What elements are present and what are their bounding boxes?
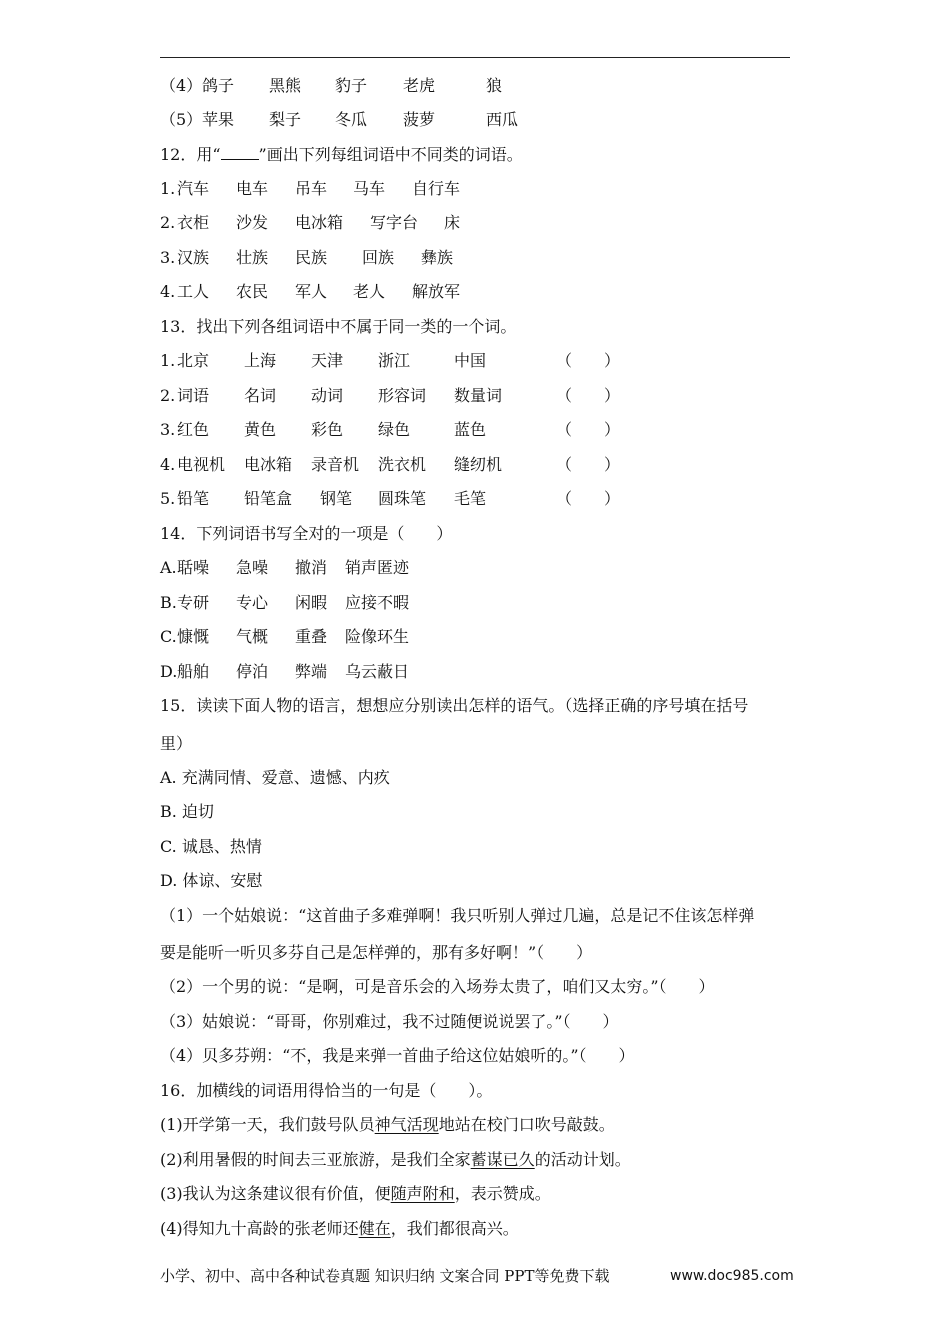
q15-item-4: （4）贝多芬朔：“不，我是来弹一首曲子给这位姑娘听的。”（ ）	[160, 1046, 635, 1065]
q15-title-line1: 15．读读下面人物的语言，想想应分别读出怎样的语气。（选择正确的序号填在括号	[160, 696, 749, 715]
q13-row-1	[160, 351, 780, 371]
word: 慷慨	[177, 627, 210, 646]
q15-option-d: D. 体谅、安慰	[160, 871, 263, 890]
word: 彩色	[311, 420, 344, 439]
q15-item-1-line1: （1）一个姑娘说：“这首曲子多难弹啊！我只听别人弹过几遍，总是记不住该怎样弹	[160, 906, 755, 925]
q14-option-c	[160, 627, 760, 647]
word: 自行车	[412, 179, 461, 198]
q15-item-3: （3）姑娘说：“哥哥，你别难过，我不过随便说说罢了。”（ ）	[160, 1012, 619, 1031]
q13-title: 13．找出下列各组词语中不属于同一类的一个词。	[160, 317, 517, 336]
word: 船舶	[177, 662, 210, 681]
q13-row-3	[160, 420, 780, 440]
underline-blank	[221, 145, 259, 160]
word: 衣柜	[177, 213, 210, 232]
word: 彝族	[421, 248, 454, 267]
word: 豹子	[335, 76, 368, 95]
word: 冬瓜	[335, 110, 368, 129]
word: 闲暇	[295, 593, 328, 612]
word: 急噪	[236, 558, 269, 577]
word: 军人	[295, 282, 328, 301]
word: 床	[444, 213, 461, 232]
word: 蓝色	[454, 420, 487, 439]
word: 民族	[295, 248, 328, 267]
q11-row-5	[160, 110, 760, 130]
word: 聒噪	[177, 558, 210, 577]
word: 形容词	[378, 386, 427, 405]
footer-site-link[interactable]: www.doc985.com	[670, 1268, 794, 1284]
option-letter: B.	[160, 593, 177, 612]
word: 销声匿迹	[345, 558, 410, 577]
option-letter: A.	[160, 558, 177, 577]
option-letter: C.	[160, 627, 177, 646]
word: 数量词	[454, 386, 503, 405]
q12-row-2	[160, 213, 760, 233]
word: 农民	[236, 282, 269, 301]
q12-row-1	[160, 179, 760, 199]
word: 电冰箱	[244, 455, 293, 474]
word: 汽车	[177, 179, 210, 198]
q15-option-b: B. 迫切	[160, 802, 214, 821]
word: 专心	[236, 593, 269, 612]
row-number: （5）	[160, 110, 203, 129]
word: 回族	[362, 248, 395, 267]
underlined-word: 健在	[358, 1219, 391, 1238]
q13-row-2	[160, 386, 780, 406]
word: 险像环生	[345, 627, 410, 646]
q14-title: 14．下列词语书写全对的一项是（ ）	[160, 524, 453, 543]
underlined-word: 蓄谋已久	[470, 1150, 535, 1169]
q16-title: 16．加横线的词语用得恰当的一句是（ ）。	[160, 1081, 493, 1100]
word: 吊车	[295, 179, 328, 198]
word: 应接不暇	[345, 593, 410, 612]
answer-paren: （ ）	[556, 386, 621, 405]
word: 动词	[311, 386, 344, 405]
word: 毛笔	[454, 489, 487, 508]
word: 汉族	[177, 248, 210, 267]
page-footer	[160, 1266, 794, 1286]
row-number: 3.	[160, 420, 176, 439]
q13-row-4	[160, 455, 780, 475]
word: 铅笔	[177, 489, 210, 508]
word: 鸽子	[202, 76, 235, 95]
row-number: 4.	[160, 455, 176, 474]
answer-paren: （ ）	[556, 455, 621, 474]
word: 西瓜	[486, 110, 519, 129]
row-number: 3.	[160, 248, 176, 267]
row-number: 5.	[160, 489, 176, 508]
word: 沙发	[236, 213, 269, 232]
word: 缝纫机	[454, 455, 503, 474]
q16-sentence-2: (2)利用暑假的时间去三亚旅游，是我们全家蓄谋已久的活动计划。	[160, 1150, 631, 1169]
word: 撤消	[295, 558, 328, 577]
q12-row-3	[160, 248, 760, 268]
q16-sentence-3: (3)我认为这条建议很有价值，便随声附和，表示赞成。	[160, 1184, 551, 1203]
word: 电冰箱	[295, 213, 344, 232]
word: 电车	[236, 179, 269, 198]
word: 气概	[236, 627, 269, 646]
word: 写字台	[370, 213, 419, 232]
q12-title: 12．用“ ”画出下列每组词语中不同类的词语。	[160, 145, 523, 164]
word: 浙江	[378, 351, 411, 370]
row-number: 1.	[160, 179, 176, 198]
footer-text: 小学、初中、高中各种试卷真题 知识归纳 文案合同 PPT等免费下载	[160, 1267, 610, 1285]
answer-paren: （ ）	[556, 420, 621, 439]
q13-row-5	[160, 489, 780, 509]
word: 天津	[311, 351, 344, 370]
q14-option-d	[160, 662, 760, 682]
word: 铅笔盒	[244, 489, 293, 508]
q16-sentence-1: (1)开学第一天，我们鼓号队员神气活现地站在校门口吹号敲鼓。	[160, 1115, 615, 1134]
word: 梨子	[269, 110, 302, 129]
row-number: 4.	[160, 282, 176, 301]
q16-sentence-4: (4)得知九十高龄的张老师还健在，我们都很高兴。	[160, 1219, 519, 1238]
q14-option-a	[160, 558, 760, 578]
word: 马车	[353, 179, 386, 198]
q15-item-1-line2: 要是能听一听贝多芬自己是怎样弹的，那有多好啊！”（ ）	[160, 943, 593, 962]
word: 菠萝	[403, 110, 436, 129]
word: 圆珠笔	[378, 489, 427, 508]
word: 壮族	[236, 248, 269, 267]
row-number: 2.	[160, 213, 176, 232]
q15-title-line2: 里）	[160, 734, 193, 753]
word: 弊端	[295, 662, 328, 681]
word: 停泊	[236, 662, 269, 681]
word: 北京	[177, 351, 210, 370]
row-number: 1.	[160, 351, 176, 370]
answer-paren: （ ）	[556, 351, 621, 370]
word: 黑熊	[269, 76, 302, 95]
underlined-word: 神气活现	[374, 1115, 439, 1134]
q15-option-c: C. 诚恳、热情	[160, 837, 262, 856]
word: 解放军	[412, 282, 461, 301]
word: 中国	[454, 351, 487, 370]
word: 重叠	[295, 627, 328, 646]
word: 录音机	[311, 455, 360, 474]
word: 工人	[177, 282, 210, 301]
word: 钢笔	[320, 489, 353, 508]
word: 上海	[244, 351, 277, 370]
word: 专研	[177, 593, 210, 612]
word: 电视机	[177, 455, 226, 474]
word: 词语	[177, 386, 210, 405]
word: 老人	[353, 282, 386, 301]
q14-option-b	[160, 593, 760, 613]
word: 黄色	[244, 420, 277, 439]
q15-item-2: （2）一个男的说：“是啊，可是音乐会的入场券太贵了，咱们又太穷。”（ ）	[160, 977, 715, 996]
word: 名词	[244, 386, 277, 405]
word: 红色	[177, 420, 210, 439]
word: 洗衣机	[378, 455, 427, 474]
word: 老虎	[403, 76, 436, 95]
header-rule	[160, 57, 790, 58]
word: 狼	[486, 76, 503, 95]
word: 乌云蔽日	[345, 662, 410, 681]
option-letter: D.	[160, 662, 178, 681]
row-number: （4）	[160, 76, 203, 95]
q15-option-a: A. 充满同情、爱意、遗憾、内疚	[160, 768, 390, 787]
answer-paren: （ ）	[556, 489, 621, 508]
word: 绿色	[378, 420, 411, 439]
q12-row-4	[160, 282, 760, 302]
word: 苹果	[202, 110, 235, 129]
underlined-word: 随声附和	[390, 1184, 455, 1203]
row-number: 2.	[160, 386, 176, 405]
q11-row-4	[160, 76, 760, 96]
